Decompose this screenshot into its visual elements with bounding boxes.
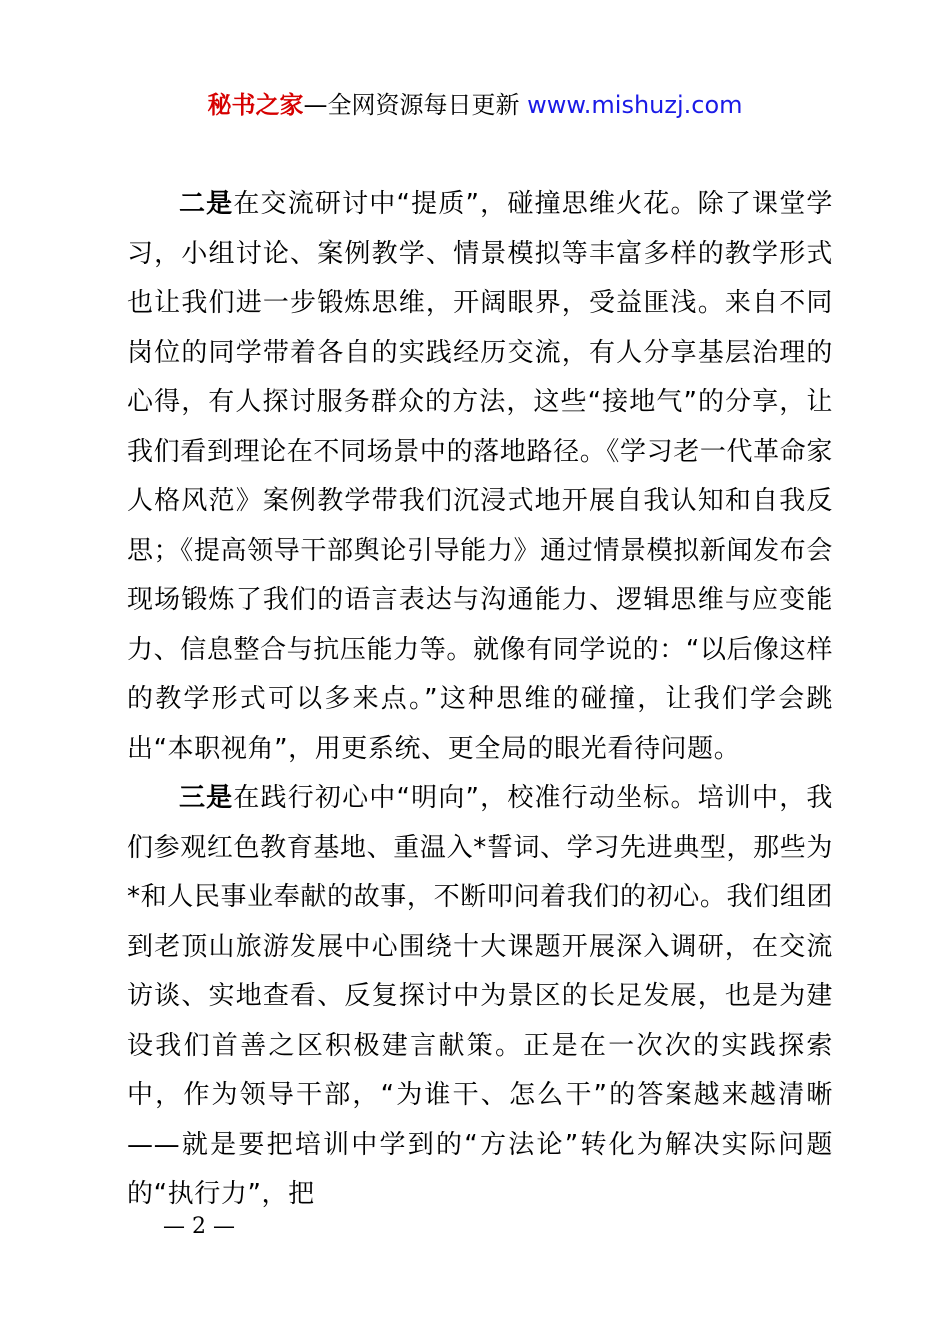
page-number: — 2 —: [163, 1214, 235, 1239]
paragraph-text: 在交流研讨中“提质”，碰撞思维火花。除了课堂学习，小组讨论、案例教学、情景模拟等丰富多样的教学形式也让我们进一步锻炼思维，开阔眼界，受益匪浅。来自不同岗位的同学带着各自的实践经历交流，有人分享基层治理的心得，有人探讨服务群众的方法，这些“接地气”的分享，让我们看到理论在不同场景中的落地路径。《学习老一代革命家人格风范》案例教学带我们沉浸式地开展自我认知和自我反思；《提高领导干部舆论引导能力》通过情景模拟新闻发布会现场锻炼了我们的语言表达与沟通能力、逻辑思维与应变能力、信息整合与抗压能力等。就像有同学说的：“以后像这样的教学形式可以多来点。”这种思维的碰撞，让我们学会跳出“本职视角”，用更系统、更全局的眼光看待问题。: [127, 189, 833, 764]
paragraph-3: [127, 774, 833, 1220]
paragraph-lead: 二是: [179, 189, 234, 219]
paragraph-text: 在践行初心中“明向”，校准行动坐标。培训中，我们参观红色教育基地、重温入*誓词、学习先进典型，那些为*和人民事业奉献的故事，不断叩问着我们的初心。我们组团到老顶山旅游发展中心围绕十大课题开展深入调研，在交流访谈、实地查看、反复探讨中为景区的长足发展，也是为建设我们首善之区积极建言献策。正是在一次次的实践探索中，作为领导干部，“为谁干、怎么干”的答案越来越清晰——就是要把培训中学到的“方法论”转化为解决实际问题的“执行力”，把: [127, 783, 833, 1209]
document-body: [127, 180, 833, 1220]
paragraph-2: [127, 180, 833, 774]
site-url[interactable]: www.mishuzj.com: [527, 91, 743, 119]
site-tagline: —全网资源每日更新: [303, 91, 520, 119]
paragraph-lead: 三是: [179, 783, 234, 813]
site-brand: 秘书之家: [207, 91, 304, 119]
page-header: [0, 88, 950, 122]
